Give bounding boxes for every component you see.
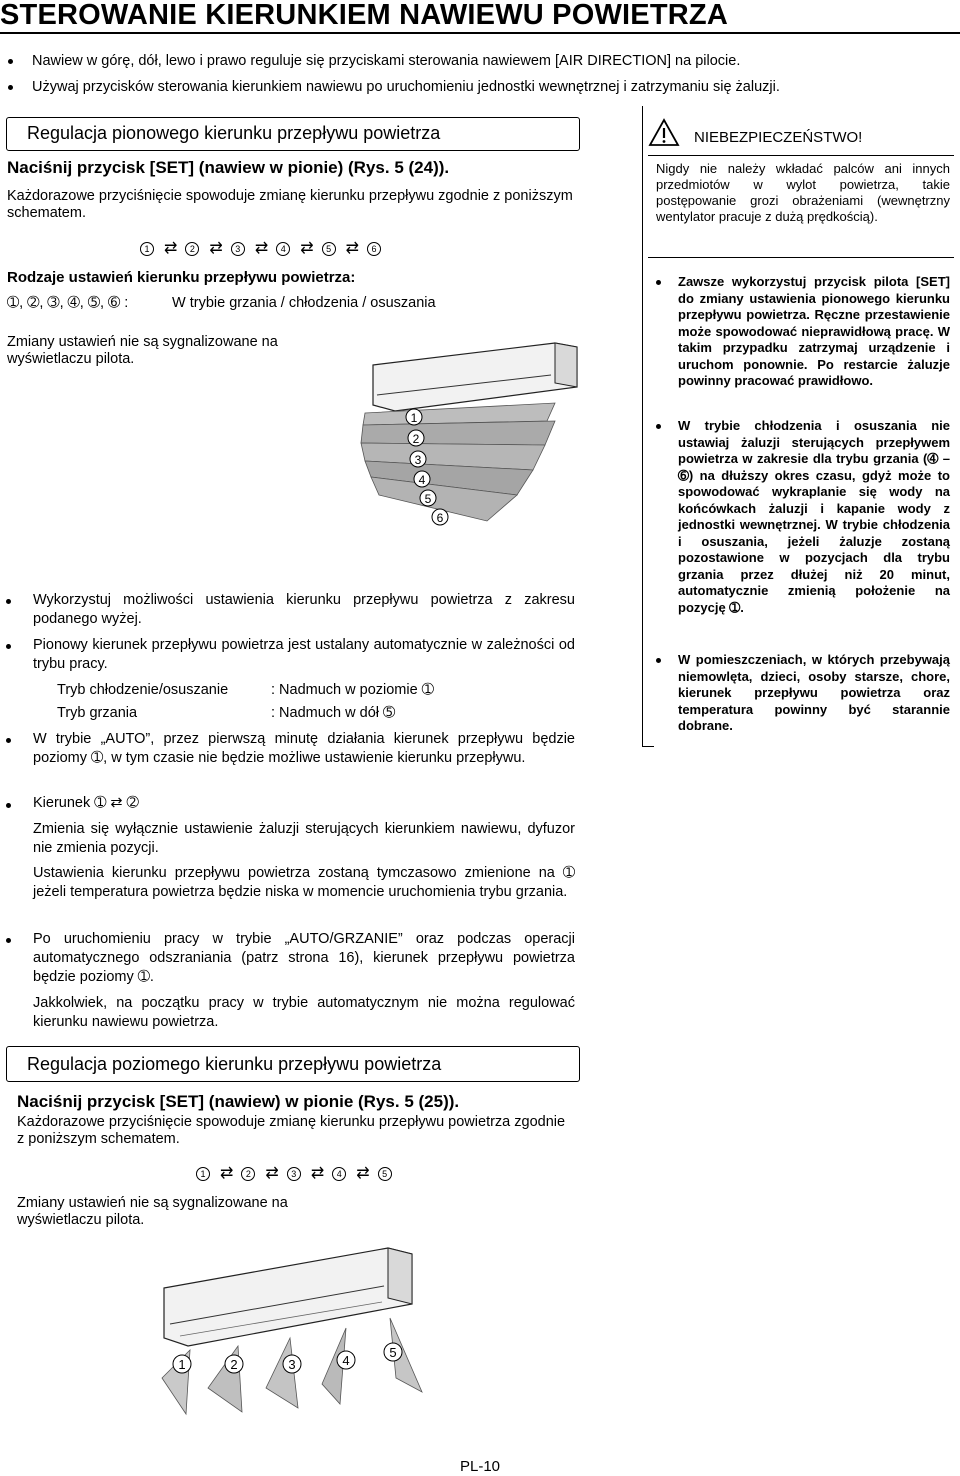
- position-label: 4: [418, 473, 426, 487]
- page-number: PL-10: [459, 1458, 501, 1475]
- seq-step: 4: [276, 242, 290, 256]
- intro-bullet-2: Używaj przycisków sterowania kierunkiem nawiewu po uruchomieniu jednostki wewnętrznej i zatrzymaniu się żaluzji.: [32, 78, 780, 96]
- mode-cooling-value: : Nadmuch w poziomie ➀: [271, 682, 434, 698]
- warning-item-2: W trybie chłodzenia i osuszania nie ustawiaj żaluzji sterujących przepływem powietrza w zakresie dla trybu grzania (➃ – ➅) na dłuższy okres czasu, gdyż może to spowodować wykraplanie się wody na końcówkach żaluzji i kapanie wody z jednostki wewnętrznej. W trybie chłodzenia i osuszania, jeżeli żaluzje zostaną pozostawione w pozycjach dla trybu grzania przez dłużej niż 20 minut, automatycznie zmienią położenie na pozycję ➀.: [656, 418, 950, 616]
- seq-step: 1: [196, 1167, 210, 1181]
- horizontal-instruction: Naciśnij przycisk [SET] (nawiew) w pionie (Rys. 5 (25)).: [17, 1092, 460, 1111]
- seq-step: 4: [332, 1167, 346, 1181]
- position-label: 4: [342, 1353, 350, 1368]
- column-divider-foot: [642, 746, 654, 747]
- title-rule: [0, 32, 960, 34]
- position-label: 1: [410, 411, 418, 425]
- position-label: 5: [424, 492, 432, 506]
- warning-header: [648, 117, 954, 156]
- horizontal-airflow-diagram: [150, 1228, 440, 1428]
- mode-heating: Tryb grzania: [57, 705, 138, 721]
- cycle-arrow-icon: ⇄: [164, 240, 176, 257]
- cycle-arrow-icon: ⇄: [356, 1165, 368, 1182]
- vertical-sequence: [140, 241, 381, 257]
- types-desc: W trybie grzania / chłodzenia / osuszania: [172, 295, 436, 311]
- seq-step: 6: [367, 242, 381, 256]
- mode-cooling: Tryb chłodzenie/osuszanie: [57, 682, 229, 698]
- horizontal-sequence: [196, 1166, 392, 1182]
- cycle-arrow-icon: ⇄: [310, 1165, 323, 1182]
- warning-item-3: W pomieszczeniach, w których przebywają niemowlęta, dzieci, osoby starsze, chore, kierunek przepływu powietrza oraz temperatura powinny być starannie dobrane.: [656, 652, 950, 735]
- cycle-arrow-icon: ⇄: [345, 240, 358, 257]
- note-5: Po uruchomieniu pracy w trybie „AUTO/GRZANIE” oraz podczas operacji automatycznego odszraniania (patrz strona 16), kierunek przepływu powietrza będzie poziomy ➀.: [33, 930, 575, 987]
- mode-heating-value: : Nadmuch w dół ➄: [271, 705, 396, 721]
- warning-title: NIEBEZPIECZEŃSTWO!: [694, 129, 863, 146]
- column-divider: [642, 106, 643, 746]
- seq-step: 2: [185, 242, 199, 256]
- warning-triangle-icon: [648, 118, 680, 148]
- position-label: 6: [436, 511, 444, 525]
- warning-text: Nigdy nie należy wkładać palców ani innych przedmiotów w wylot powietrza, takie postępowanie grozi obrażeniami (wewnętrzny wentylator pracuje z dużą prędkością).: [656, 161, 950, 224]
- seq-step: 3: [287, 1167, 301, 1181]
- note-3: W trybie „AUTO”, przez pierwszą minutę działania kierunek przepływu będzie poziomy ➀, w tym czasie nie będzie możliwe ustawienie kierunku przepływu.: [33, 730, 575, 768]
- position-label: 2: [230, 1357, 238, 1372]
- position-label: 1: [178, 1357, 186, 1372]
- cycle-arrow-icon: ⇄: [265, 1165, 277, 1182]
- cycle-arrow-icon: ⇄: [300, 240, 312, 257]
- horizontal-no-signal: Zmiany ustawień nie są sygnalizowane na wyświetlaczu pilota.: [17, 1195, 288, 1228]
- position-label: 3: [414, 453, 422, 467]
- vertical-each-press: Każdorazowe przyciśnięcie spowoduje zmianę kierunku przepływu zgodnie z poniższym schematem.: [7, 188, 573, 221]
- vertical-airflow-diagram: [355, 325, 585, 535]
- page-title: STEROWANIE KIERUNKIEM NAWIEWU POWIETRZA: [0, 0, 728, 31]
- vertical-no-signal: Zmiany ustawień nie są sygnalizowane na wyświetlaczu pilota.: [7, 334, 278, 367]
- note-4-label: Kierunek ➀ ⇄ ➁: [33, 795, 139, 811]
- vertical-section-heading: Regulacja pionowego kierunku przepływu powietrza: [6, 117, 580, 151]
- cycle-arrow-icon: ⇄: [254, 240, 267, 257]
- horizontal-each-press: Każdorazowe przyciśnięcie spowoduje zmianę kierunku przepływu powietrza zgodnie z poniższym schematem.: [17, 1114, 566, 1147]
- seq-step: 3: [231, 242, 245, 256]
- types-title: Rodzaje ustawień kierunku przepływu powietrza:: [7, 269, 356, 286]
- cycle-arrow-icon: ⇄: [209, 240, 221, 257]
- note-4-p1: Zmienia się wyłącznie ustawienie żaluzji sterujących kierunkiem nawiewu, dyfuzor nie zmienia pozycji.: [33, 821, 575, 856]
- seq-step: 5: [322, 242, 336, 256]
- vertical-instruction: Naciśnij przycisk [SET] (nawiew w pionie) (Rys. 5 (24)).: [7, 158, 450, 177]
- seq-step: 2: [241, 1167, 255, 1181]
- seq-step: 5: [378, 1167, 392, 1181]
- position-label: 2: [412, 432, 420, 446]
- note-2: Pionowy kierunek przepływu powietrza jest ustalany automatycznie w zależności od trybu pracy.: [33, 636, 575, 674]
- note-1: Wykorzystuj możliwości ustawienia kierunku przepływu powietrza z zakresu podanego wyżej.: [33, 591, 575, 629]
- warning-divider: [648, 257, 954, 258]
- warning-item-1: Zawsze wykorzystuj przycisk pilota [SET] do zmiany ustawienia pionowego kierunku przepływu powietrza. Ręczne przestawienie może spowodować nieprawidłową pracę. W takim przypadku zatrzymaj urządzenie i uruchom ponownie. Po restarcie żaluzje powinny pracować prawidłowo.: [656, 274, 950, 390]
- horizontal-section-heading: Regulacja poziomego kierunku przepływu powietrza: [6, 1046, 580, 1082]
- cycle-arrow-icon: ⇄: [220, 1165, 232, 1182]
- types-nums: ➀, ➁, ➂, ➃, ➄, ➅ :: [7, 295, 129, 311]
- note-4-p2: Ustawienia kierunku przepływu powietrza zostaną tymczasowo zmienione na ➀ jeżeli temperatura powietrza będzie niska w momencie uruchomienia trybu grzania.: [33, 865, 575, 900]
- seq-step: 1: [140, 242, 154, 256]
- intro-bullet-1: Nawiew w górę, dół, lewo i prawo reguluje się przyciskami sterowania nawiewem [AIR DIRECTION] na pilocie.: [32, 52, 740, 70]
- position-label: 3: [288, 1357, 296, 1372]
- note-5-p2: Jakkolwiek, na początku pracy w trybie automatycznym nie można regulować kierunku nawiewu powietrza.: [33, 995, 575, 1030]
- position-label: 5: [389, 1345, 397, 1360]
